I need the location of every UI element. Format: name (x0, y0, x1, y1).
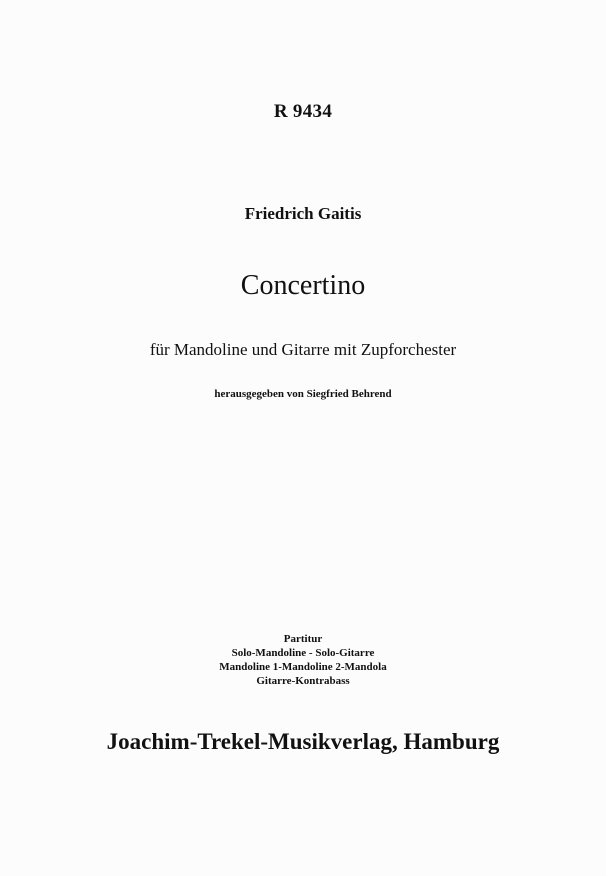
work-subtitle: für Mandoline und Gitarre mit Zupforchester (149, 340, 457, 359)
catalog-number: R 9434 (273, 101, 333, 122)
publisher-name: Joachim-Trekel-Musikverlag, Hamburg (106, 729, 500, 754)
instrumentation-line: Solo-Mandoline - Solo-Gitarre (231, 647, 375, 659)
work-title: Concertino (240, 270, 366, 301)
instrumentation-block (0, 632, 606, 688)
editor-credit: herausgegeben von Siegfried Behrend (214, 388, 392, 400)
composer-name: Friedrich Gaitis (244, 204, 362, 223)
instrumentation-line: Gitarre-Kontrabass (256, 675, 350, 687)
instrumentation-line: Mandoline 1-Mandoline 2-Mandola (219, 661, 387, 673)
instrumentation-line: Partitur (283, 633, 323, 645)
